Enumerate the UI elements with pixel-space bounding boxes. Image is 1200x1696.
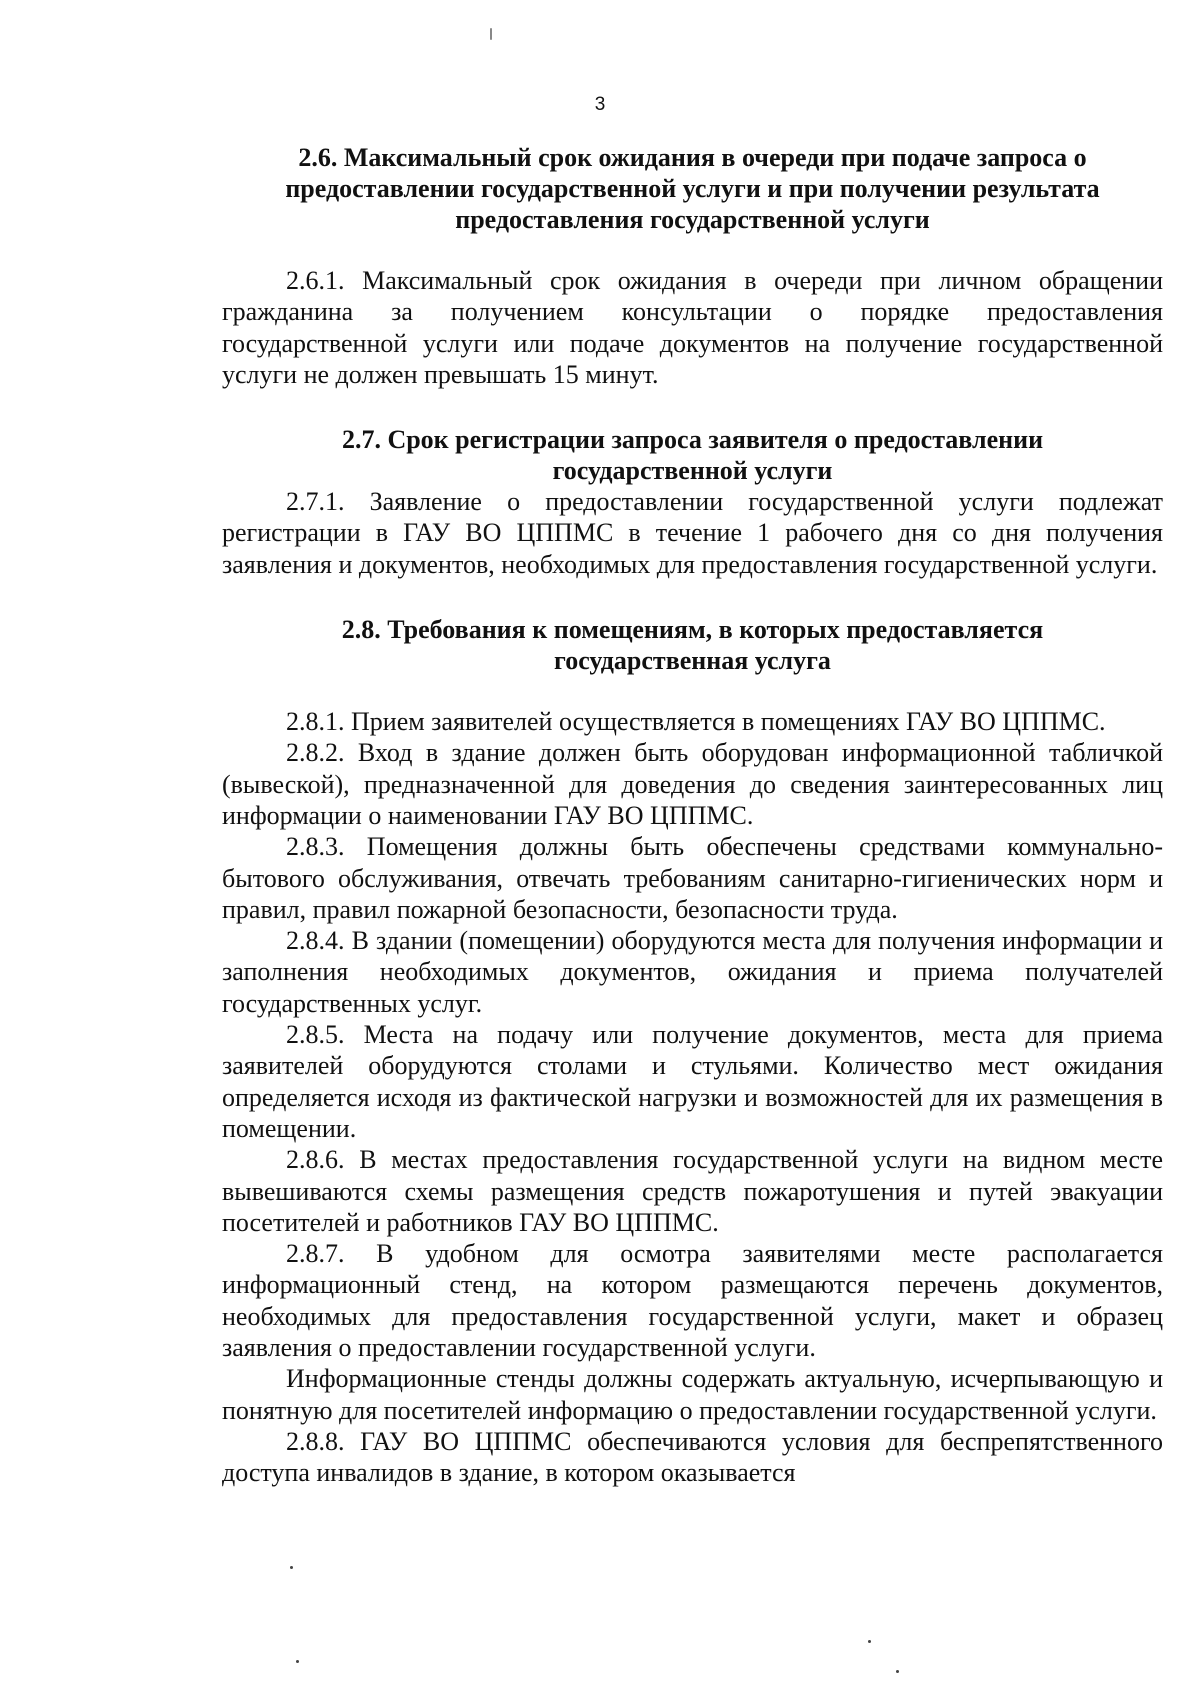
paragraph: 2.8.4. В здании (помещении) оборудуются места для получения информации и заполнения необходимых документов, ожидания и приема получателей государственных услуг. [222,926,1163,1018]
scan-speck [296,1660,299,1663]
section-heading: 2.6. Максимальный срок ожидания в очереди при подаче запроса о предоставлении государственной услуги и при получении результата предоставления государственной услуги [285,143,1100,234]
scan-speck [868,1640,871,1643]
paragraph: 2.8.1. Прием заявителей осуществляется в помещениях ГАУ ВО ЦППМС. [286,707,1106,737]
paragraph: 2.8.8. ГАУ ВО ЦППМС обеспечиваются условия для беспрепятственного доступа инвалидов в здание, в котором оказывается [222,1426,1163,1488]
document-body [222,142,1163,1489]
scan-speck [896,1670,899,1673]
paragraph: 2.8.3. Помещения должны быть обеспечены средствами коммунально-бытового обслуживания, отвечать требованиям санитарно-гигиенических норм и правил, правил пожарной безопасности, безопасности труда. [222,832,1163,924]
paragraph: 2.8.2. Вход в здание должен быть оборудован информационной табличкой (вывеской), предназначенной для доведения до сведения заинтересованных лиц информации о наименовании ГАУ ВО ЦППМС. [222,738,1163,830]
section-heading: 2.7. Срок регистрации запроса заявителя о предоставлении государственной услуги [341,425,1044,486]
paragraph: 2.6.1. Максимальный срок ожидания в очереди при личном обращении гражданина за получением консультации о порядке предоставления государственной услуги или подаче документов на получение государственной услуги не должен превышать 15 минут. [222,266,1163,389]
page-number: 3 [594,94,606,115]
scan-speck [290,1566,293,1569]
paragraph: 2.8.6. В местах предоставления государственной услуги на видном месте вывешиваются схемы размещения средств пожаротушения и путей эвакуации посетителей и работников ГАУ ВО ЦППМС. [222,1145,1163,1237]
paragraph: Информационные стенды должны содержать актуальную, исчерпывающую и понятную для посетителей информацию о предоставлении государственной услуги. [222,1364,1163,1425]
paragraph: 2.7.1. Заявление о предоставлении государственной услуги подлежат регистрации в ГАУ ВО ЦППМС в течение 1 рабочего дня со дня получения заявления и документов, необходимых для предоставления государственной услуги. [222,487,1163,579]
section-heading: 2.8. Требования к помещениям, в которых предоставляется государственная услуга [341,615,1044,676]
paragraph: 2.8.5. Места на подачу или получение документов, места для приема заявителей оборудуются столами и стульями. Количество мест ожидания определяется исходя из фактической нагрузки и возможностей для их размещения в помещении. [222,1020,1163,1143]
paragraph: 2.8.7. В удобном для осмотра заявителями месте располагается информационный стенд, на котором размещаются перечень документов, необходимых для предоставления государственной услуги, макет и образец заявления о предоставлении государственной услуги. [222,1239,1163,1363]
scan-speck [490,28,492,40]
